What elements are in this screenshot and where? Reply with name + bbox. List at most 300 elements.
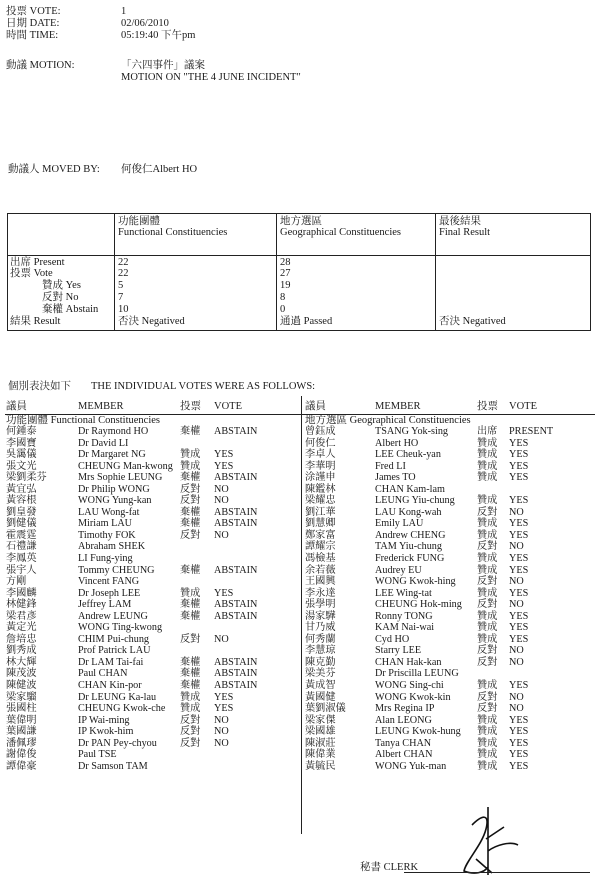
member-name-zh: 葉偉明 xyxy=(6,714,37,726)
member-name-zh: 梁家騮 xyxy=(6,691,37,703)
vote-en: NO xyxy=(509,541,524,553)
member-name-en: Tommy CHEUNG xyxy=(78,564,155,576)
geographical-abstain: 0 xyxy=(280,304,286,315)
vote-row xyxy=(6,588,300,600)
member-name-zh: 陳健波 xyxy=(6,680,37,692)
vote-en: YES xyxy=(509,449,529,461)
member-name-en: Dr Philip WONG xyxy=(78,483,150,495)
member-name-zh: 林大輝 xyxy=(6,656,37,668)
member-name-zh: 梁耀忠 xyxy=(305,495,336,507)
column-header xyxy=(6,401,300,413)
vote-en: ABSTAIN xyxy=(214,564,258,576)
col-header-final-zh: 最後結果 xyxy=(439,216,481,227)
clerk-signature xyxy=(452,805,532,877)
col-header-final-en: Final Result xyxy=(439,227,491,238)
member-name-zh: 王國興 xyxy=(305,576,336,588)
vote-row xyxy=(6,738,300,750)
motion-title-en: MOTION ON "THE 4 JUNE INCIDENT" xyxy=(121,72,301,83)
vote-en: YES xyxy=(509,495,529,507)
member-name-en: WONG Ting-kwong xyxy=(78,622,163,634)
member-name-en: LAU Wong-fat xyxy=(78,506,140,518)
vote-zh: 贊成 xyxy=(477,610,498,622)
member-name-en: IP Kwok-him xyxy=(78,726,134,738)
vote-row xyxy=(6,461,300,473)
vote-zh: 反對 xyxy=(477,576,498,588)
functional-section-title: 功能團體 Functional Constituencies xyxy=(6,415,160,426)
member-name-zh: 謝偉俊 xyxy=(6,749,37,761)
vote-zh: 棄權 xyxy=(180,656,201,668)
member-name-zh: 陳鑑林 xyxy=(305,483,336,495)
vote-row xyxy=(6,645,300,657)
member-name-zh: 張國柱 xyxy=(6,703,37,715)
member-name-en: Jeffrey LAM xyxy=(78,599,132,611)
vote-zh: 贊成 xyxy=(477,472,498,484)
moved-by-value: 何俊仁Albert HO xyxy=(121,164,198,175)
vote-en: NO xyxy=(509,506,524,518)
vote-row xyxy=(305,634,595,646)
member-name-en: Tanya CHAN xyxy=(375,737,432,749)
member-header-en: MEMBER xyxy=(375,401,421,412)
member-name-zh: 葉劉淑儀 xyxy=(305,703,346,715)
column-header xyxy=(305,401,595,413)
vote-zh: 贊成 xyxy=(477,737,498,749)
final-result: 否決 Negatived xyxy=(439,316,506,327)
vote-en: ABSTAIN xyxy=(214,426,258,437)
vote-zh: 反對 xyxy=(477,645,498,657)
vote-en: YES xyxy=(509,749,529,761)
member-name-zh: 陳克勤 xyxy=(305,656,336,668)
member-name-zh: 吳靄儀 xyxy=(6,449,37,461)
vote-zh: 贊成 xyxy=(477,495,498,507)
vote-row xyxy=(6,703,300,715)
member-name-en: Andrew CHENG xyxy=(375,529,446,541)
member-name-zh: 陳偉業 xyxy=(305,749,336,761)
vote-en: ABSTAIN xyxy=(214,680,258,692)
vote-en: NO xyxy=(509,703,524,715)
member-name-en: Emily LAU xyxy=(375,518,424,530)
vote-row xyxy=(305,715,595,727)
table-divider xyxy=(435,214,436,330)
member-name-zh: 涂謹申 xyxy=(305,472,336,484)
motion-label: 動議 MOTION: xyxy=(6,60,75,71)
vote-row xyxy=(305,645,595,657)
vote-zh: 反對 xyxy=(477,703,498,715)
member-name-zh: 張文光 xyxy=(6,460,37,472)
date-label: 日期 DATE: xyxy=(6,18,60,29)
vote-header-zh: 投票 xyxy=(180,401,201,412)
member-name-zh: 林健鋒 xyxy=(6,599,37,611)
member-name-en: Paul TSE xyxy=(78,749,117,761)
vote-en: NO xyxy=(509,656,524,668)
vote-en: YES xyxy=(509,529,529,541)
member-name-en: Dr David LI xyxy=(78,437,129,449)
member-name-zh: 潘佩璆 xyxy=(6,737,37,749)
row-label-vote: 投票 Vote xyxy=(10,268,53,279)
functional-vote: 22 xyxy=(118,268,129,279)
member-name-en: Mrs Sophie LEUNG xyxy=(78,472,163,484)
geographical-section-title: 地方選區 Geographical Constituencies xyxy=(305,415,471,426)
vote-en: NO xyxy=(214,714,229,726)
member-name-zh: 梁美芬 xyxy=(305,668,336,680)
vote-en: YES xyxy=(509,622,529,634)
vote-en: YES xyxy=(509,737,529,749)
vote-row xyxy=(6,518,300,530)
vote-en: ABSTAIN xyxy=(214,599,258,611)
vote-en: YES xyxy=(509,553,529,565)
vote-en: YES xyxy=(214,691,234,703)
clerk-signature-line xyxy=(404,872,590,873)
column-divider xyxy=(301,396,302,834)
vote-en: YES xyxy=(509,472,529,484)
vote-row xyxy=(6,426,300,438)
vote-en: NO xyxy=(509,599,524,611)
vote-row xyxy=(6,541,300,553)
vote-zh: 反對 xyxy=(477,656,498,668)
geographical-yes: 19 xyxy=(280,280,291,291)
vote-zh: 贊成 xyxy=(180,449,201,461)
member-name-en: Dr LEUNG Ka-lau xyxy=(78,691,157,703)
vote-row xyxy=(6,692,300,704)
vote-row xyxy=(6,622,300,634)
member-name-zh: 張宇人 xyxy=(6,564,37,576)
vote-row xyxy=(305,749,595,761)
vote-zh: 贊成 xyxy=(477,622,498,634)
vote-row xyxy=(305,507,595,519)
member-name-en: LI Fung-ying xyxy=(78,553,133,565)
member-header-en: MEMBER xyxy=(78,401,124,412)
member-name-zh: 甘乃威 xyxy=(305,622,336,634)
vote-en: NO xyxy=(214,726,229,738)
member-name-zh: 李慧琼 xyxy=(305,645,336,657)
vote-zh: 贊成 xyxy=(477,760,498,772)
vote-row xyxy=(6,530,300,542)
vote-row xyxy=(6,507,300,519)
vote-row xyxy=(305,588,595,600)
vote-row xyxy=(6,449,300,461)
member-name-en: Paul CHAN xyxy=(78,668,128,680)
row-label-present: 出席 Present xyxy=(10,257,65,268)
member-name-en: TAM Yiu-chung xyxy=(375,541,442,553)
member-name-en: IP Wai-ming xyxy=(78,714,130,726)
geographical-vote-list xyxy=(305,426,595,772)
member-name-en: Dr Margaret NG xyxy=(78,449,146,461)
vote-row xyxy=(305,426,595,438)
member-name-en: WONG Sing-chi xyxy=(375,680,444,692)
vote-row xyxy=(305,703,595,715)
vote-en: YES xyxy=(509,726,529,738)
vote-row xyxy=(305,611,595,623)
member-name-zh: 黃容根 xyxy=(6,495,37,507)
member-name-zh: 劉皇發 xyxy=(6,506,37,518)
vote-zh: 贊成 xyxy=(180,703,201,715)
member-name-en: Dr Raymond HO xyxy=(78,426,149,437)
vote-row xyxy=(6,668,300,680)
vote-row xyxy=(305,495,595,507)
vote-en: PRESENT xyxy=(509,426,554,437)
member-name-en: CHAN Hak-kan xyxy=(375,656,442,668)
member-name-en: Dr LAM Tai-fai xyxy=(78,656,144,668)
member-name-en: Alan LEONG xyxy=(375,714,432,726)
geographical-votes-column xyxy=(305,401,595,772)
col-header-geographical-en: Geographical Constituencies xyxy=(280,227,402,238)
individual-votes-heading-zh: 個別表決如下 xyxy=(8,381,71,392)
vote-zh: 反對 xyxy=(180,483,201,495)
vote-zh: 贊成 xyxy=(180,460,201,472)
vote-zh: 贊成 xyxy=(477,564,498,576)
member-name-zh: 李鳳英 xyxy=(6,553,37,565)
member-name-zh: 石禮謙 xyxy=(6,541,37,553)
member-name-zh: 梁君彥 xyxy=(6,610,37,622)
vote-zh: 贊成 xyxy=(477,633,498,645)
member-name-zh: 李永達 xyxy=(305,587,336,599)
vote-en: NO xyxy=(214,737,229,749)
geographical-vote: 27 xyxy=(280,268,291,279)
member-name-zh: 劉健儀 xyxy=(6,518,37,530)
vote-row xyxy=(305,541,595,553)
member-name-zh: 何秀蘭 xyxy=(305,633,336,645)
vote-zh: 棄權 xyxy=(180,599,201,611)
member-name-zh: 湯家驊 xyxy=(305,610,336,622)
vote-en: ABSTAIN xyxy=(214,656,258,668)
member-name-en: Dr Priscilla LEUNG xyxy=(375,668,459,680)
member-name-en: CHEUNG Kwok-che xyxy=(78,703,166,715)
member-name-en: Timothy FOK xyxy=(78,529,136,541)
member-name-zh: 張學明 xyxy=(305,599,336,611)
vote-number-label: 投票 VOTE: xyxy=(6,6,61,17)
vote-row xyxy=(6,657,300,669)
row-label-result: 結果 Result xyxy=(10,316,61,327)
member-name-en: LEUNG Kwok-hung xyxy=(375,726,461,738)
member-name-zh: 何鍾泰 xyxy=(6,426,37,437)
vote-zh: 反對 xyxy=(180,633,201,645)
date-value: 02/06/2010 xyxy=(121,18,169,29)
vote-zh: 贊成 xyxy=(180,691,201,703)
vote-en: YES xyxy=(509,460,529,472)
member-name-en: Prof Patrick LAU xyxy=(78,645,151,657)
member-name-zh: 梁國雄 xyxy=(305,726,336,738)
vote-zh: 反對 xyxy=(180,495,201,507)
vote-en: YES xyxy=(509,518,529,530)
vote-zh: 棄權 xyxy=(180,668,201,680)
member-name-zh: 黃成智 xyxy=(305,680,336,692)
vote-row xyxy=(6,599,300,611)
member-name-zh: 黃定光 xyxy=(6,622,37,634)
vote-en: YES xyxy=(509,610,529,622)
functional-present: 22 xyxy=(118,257,129,268)
functional-yes: 5 xyxy=(118,280,124,291)
vote-en: ABSTAIN xyxy=(214,518,258,530)
vote-zh: 贊成 xyxy=(477,553,498,565)
member-name-zh: 梁劉柔芬 xyxy=(6,472,47,484)
vote-en: YES xyxy=(509,714,529,726)
vote-row xyxy=(305,484,595,496)
member-name-en: Cyd HO xyxy=(375,633,410,645)
vote-row xyxy=(305,738,595,750)
table-divider xyxy=(276,214,277,330)
vote-en: YES xyxy=(509,633,529,645)
vote-zh: 棄權 xyxy=(180,506,201,518)
member-name-en: LEE Wing-tat xyxy=(375,587,432,599)
member-name-zh: 葉國謙 xyxy=(6,726,37,738)
member-name-zh: 譚耀宗 xyxy=(305,541,336,553)
vote-zh: 贊成 xyxy=(477,437,498,449)
vote-en: YES xyxy=(509,587,529,599)
vote-row xyxy=(305,449,595,461)
vote-row xyxy=(6,484,300,496)
vote-row xyxy=(6,495,300,507)
member-name-en: James TO xyxy=(375,472,416,484)
vote-zh: 贊成 xyxy=(477,726,498,738)
vote-en: NO xyxy=(214,483,229,495)
member-name-zh: 劉江華 xyxy=(305,506,336,518)
vote-zh: 反對 xyxy=(477,599,498,611)
member-name-zh: 霍震霆 xyxy=(6,529,37,541)
vote-en: NO xyxy=(214,529,229,541)
vote-row xyxy=(6,634,300,646)
member-name-en: Fred LI xyxy=(375,460,406,472)
member-name-zh: 方剛 xyxy=(6,576,27,588)
member-name-en: CHIM Pui-chung xyxy=(78,633,150,645)
vote-row xyxy=(6,761,300,773)
vote-row xyxy=(6,726,300,738)
vote-row xyxy=(305,518,595,530)
member-name-en: Audrey EU xyxy=(375,564,422,576)
member-name-en: Starry LEE xyxy=(375,645,422,657)
member-name-en: Frederick FUNG xyxy=(375,553,445,565)
clerk-label: 秘書 CLERK xyxy=(360,862,419,873)
table-divider xyxy=(114,214,115,330)
member-name-zh: 李卓人 xyxy=(305,449,336,461)
member-name-zh: 黃毓民 xyxy=(305,760,336,772)
member-name-zh: 李國麟 xyxy=(6,587,37,599)
vote-zh: 反對 xyxy=(180,529,201,541)
vote-zh: 出席 xyxy=(477,426,498,437)
member-name-en: CHAN Kam-lam xyxy=(375,483,445,495)
member-name-en: CHEUNG Hok-ming xyxy=(375,599,462,611)
vote-row xyxy=(305,657,595,669)
vote-row xyxy=(6,553,300,565)
vote-zh: 反對 xyxy=(180,737,201,749)
member-name-en: Albert CHAN xyxy=(375,749,433,761)
vote-row xyxy=(305,472,595,484)
vote-zh: 反對 xyxy=(477,506,498,518)
vote-header-en: VOTE xyxy=(214,401,242,412)
vote-row xyxy=(305,692,595,704)
vote-zh: 贊成 xyxy=(477,518,498,530)
vote-zh: 棄權 xyxy=(180,472,201,484)
vote-row xyxy=(6,565,300,577)
vote-row xyxy=(305,553,595,565)
vote-zh: 贊成 xyxy=(477,449,498,461)
vote-en: YES xyxy=(214,449,234,461)
row-label-yes: 贊成 Yes xyxy=(42,280,81,291)
vote-en: YES xyxy=(214,703,234,715)
vote-en: NO xyxy=(509,645,524,657)
vote-row xyxy=(305,438,595,450)
vote-en: ABSTAIN xyxy=(214,668,258,680)
member-name-zh: 黃宜弘 xyxy=(6,483,37,495)
member-name-zh: 詹培忠 xyxy=(6,633,37,645)
summary-table xyxy=(7,213,591,331)
member-name-en: WONG Kwok-hing xyxy=(375,576,456,588)
vote-zh: 贊成 xyxy=(477,460,498,472)
member-name-en: Andrew LEUNG xyxy=(78,610,148,622)
vote-en: ABSTAIN xyxy=(214,506,258,518)
member-name-en: Vincent FANG xyxy=(78,576,140,588)
vote-zh: 贊成 xyxy=(477,749,498,761)
member-name-en: CHAN Kin-por xyxy=(78,680,142,692)
member-name-zh: 馮檢基 xyxy=(305,553,336,565)
vote-row xyxy=(305,622,595,634)
geographical-present: 28 xyxy=(280,257,291,268)
vote-zh: 贊成 xyxy=(477,529,498,541)
member-name-en: LEE Cheuk-yan xyxy=(375,449,441,461)
vote-en: YES xyxy=(509,760,529,772)
geographical-no: 8 xyxy=(280,292,286,303)
vote-row xyxy=(6,749,300,761)
vote-en: NO xyxy=(509,576,524,588)
functional-votes-column xyxy=(6,401,300,772)
vote-row xyxy=(6,472,300,484)
vote-zh: 反對 xyxy=(477,691,498,703)
member-name-en: WONG Kwok-kin xyxy=(375,691,451,703)
vote-row xyxy=(305,599,595,611)
motion-title-zh: 「六四事件」議案 xyxy=(121,60,205,71)
col-header-functional-zh: 功能團體 xyxy=(118,216,160,227)
time-label: 時間 TIME: xyxy=(6,30,59,41)
time-value: 05:19:40 下午pm xyxy=(121,30,196,41)
vote-en: YES xyxy=(214,460,234,472)
member-name-zh: 李華明 xyxy=(305,460,336,472)
vote-zh: 棄權 xyxy=(180,564,201,576)
member-name-zh: 陳茂波 xyxy=(6,668,37,680)
member-name-zh: 黃國健 xyxy=(305,691,336,703)
vote-row xyxy=(305,565,595,577)
member-name-en: Albert HO xyxy=(375,437,419,449)
member-name-zh: 鄭家富 xyxy=(305,529,336,541)
member-name-en: LEUNG Yiu-chung xyxy=(375,495,455,507)
vote-row xyxy=(6,715,300,727)
vote-row xyxy=(305,461,595,473)
vote-en: YES xyxy=(509,564,529,576)
vote-zh: 贊成 xyxy=(477,680,498,692)
moved-by-label: 動議人 MOVED BY: xyxy=(8,164,100,175)
member-name-zh: 何俊仁 xyxy=(305,437,336,449)
member-name-en: WONG Yuk-man xyxy=(375,760,447,772)
vote-zh: 贊成 xyxy=(180,587,201,599)
member-name-en: Dr Joseph LEE xyxy=(78,587,141,599)
member-header-zh: 議員 xyxy=(6,401,27,412)
vote-zh: 贊成 xyxy=(477,587,498,599)
vote-zh: 反對 xyxy=(477,541,498,553)
vote-row xyxy=(6,576,300,588)
vote-row xyxy=(305,726,595,738)
functional-abstain: 10 xyxy=(118,304,129,315)
vote-en: ABSTAIN xyxy=(214,610,258,622)
vote-header-en: VOTE xyxy=(509,401,537,412)
vote-zh: 反對 xyxy=(180,726,201,738)
individual-votes-heading-en: THE INDIVIDUAL VOTES WERE AS FOLLOWS: xyxy=(91,381,316,392)
member-name-en: Abraham SHEK xyxy=(78,541,146,553)
member-name-en: Dr PAN Pey-chyou xyxy=(78,737,157,749)
vote-en: YES xyxy=(509,437,529,449)
vote-number-value: 1 xyxy=(121,6,127,17)
vote-row xyxy=(305,668,595,680)
vote-row xyxy=(6,438,300,450)
vote-zh: 棄權 xyxy=(180,518,201,530)
vote-zh: 贊成 xyxy=(477,714,498,726)
member-name-en: Dr Samson TAM xyxy=(78,760,148,772)
